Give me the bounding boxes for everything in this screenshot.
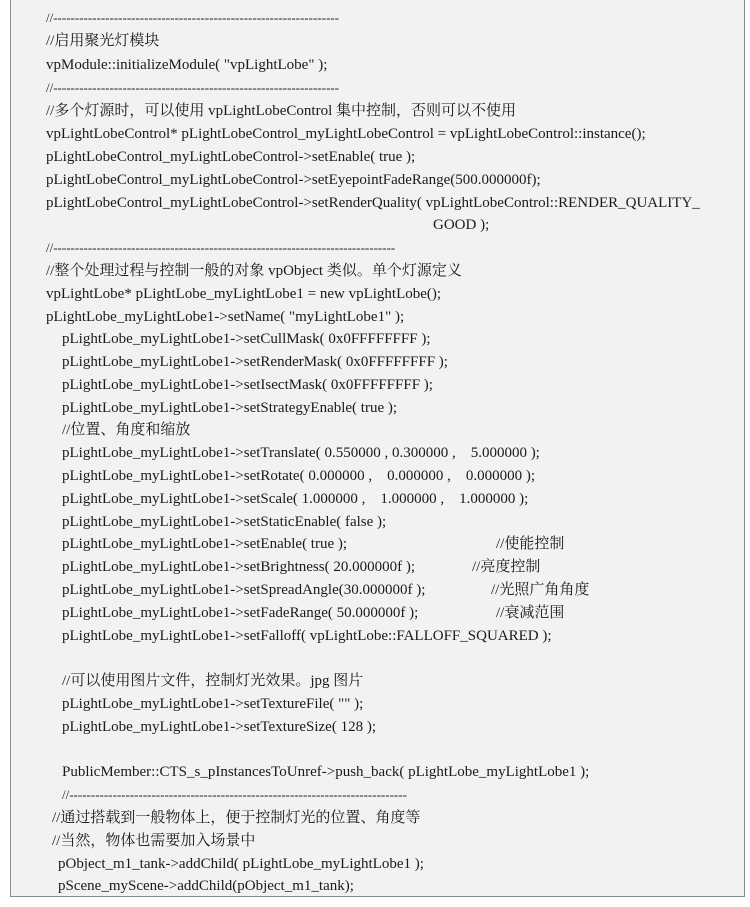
code-line: //当然，物体也需要加入场景中 [52,833,256,849]
code-line: pLightLobe_myLightLobe1->setSpreadAngle(30.000000f ); [62,582,426,598]
code-line: //------------------------------------------------------------------------------- [46,240,396,255]
code-line: vpLightLobeControl* pLightLobeControl_myLightLobeControl = vpLightLobeControl::instance(); [46,126,646,142]
code-line: pLightLobe_myLightLobe1->setFalloff( vpLightLobe::FALLOFF_SQUARED ); [62,628,552,644]
code-line: pLightLobe_myLightLobe1->setBrightness( 20.000000f ); [62,559,415,575]
code-line: pLightLobe_myLightLobe1->setIsectMask( 0x0FFFFFFFF ); [62,377,433,393]
code-line: pLightLobeControl_myLightLobeControl->setEyepointFadeRange(500.000000f); [46,172,541,188]
code-line: pLightLobeControl_myLightLobeControl->setEnable( true ); [46,149,416,165]
code-line: //位置、角度和缩放 [62,422,191,438]
code-line: pLightLobe_myLightLobe1->setRenderMask( 0x0FFFFFFFF ); [62,354,448,370]
code-line: pLightLobe_myLightLobe1->setRotate( 0.000000 , 0.000000 , 0.000000 ); [62,468,535,484]
trailing-comment: //光照广角角度 [491,582,590,598]
code-line: pLightLobe_myLightLobe1->setStrategyEnable( true ); [62,400,398,416]
code-listing [10,0,745,897]
code-line: pLightLobe_myLightLobe1->setEnable( true ); [62,536,348,552]
code-line: pLightLobe_myLightLobe1->setTextureFile( "" ); [62,696,364,712]
code-line: pLightLobeControl_myLightLobeControl->setRenderQuality( vpLightLobeControl::RENDER_QUALITY_ [46,195,700,211]
code-line: pLightLobe_myLightLobe1->setFadeRange( 50.000000f ); [62,605,419,621]
trailing-comment: //衰减范围 [496,605,565,621]
code-line: //启用聚光灯模块 [46,33,160,49]
code-line: pScene_myScene->addChild(pObject_m1_tank); [58,878,354,894]
code-line: pLightLobe_myLightLobe1->setTranslate( 0.550000 , 0.300000 , 5.000000 ); [62,445,540,461]
code-line: //------------------------------------------------------------------ [46,80,339,95]
code-line: vpModule::initializeModule( "vpLightLobe" ); [46,57,328,73]
code-line: //------------------------------------------------------------------ [46,10,339,25]
trailing-comment: //使能控制 [496,536,565,552]
code-line: vpLightLobe* pLightLobe_myLightLobe1 = new vpLightLobe(); [46,286,442,302]
code-line: //------------------------------------------------------------------------------ [62,787,407,802]
code-line: pLightLobe_myLightLobe1->setScale( 1.000000 , 1.000000 , 1.000000 ); [62,491,529,507]
code-line: pLightLobe_myLightLobe1->setTextureSize( 128 ); [62,719,376,735]
code-line: //整个处理过程与控制一般的对象 vpObject 类似。单个灯源定义 [46,263,462,279]
code-line: pLightLobe_myLightLobe1->setCullMask( 0x0FFFFFFFF ); [62,331,431,347]
code-line: //通过搭载到一般物体上，便于控制灯光的位置、角度等 [52,810,421,826]
code-line: GOOD ); [433,217,490,233]
code-line: pLightLobe_myLightLobe1->setName( "myLightLobe1" ); [46,309,405,325]
code-line: pLightLobe_myLightLobe1->setStaticEnable( false ); [62,514,387,530]
code-line: PublicMember::CTS_s_pInstancesToUnref->push_back( pLightLobe_myLightLobe1 ); [62,764,590,780]
trailing-comment: //亮度控制 [472,559,541,575]
code-line: //可以使用图片文件，控制灯光效果。jpg 图片 [62,673,364,689]
code-line: //多个灯源时，可以使用 vpLightLobeControl 集中控制，否则可以不使用 [46,103,516,119]
code-line: pObject_m1_tank->addChild( pLightLobe_myLightLobe1 ); [58,856,424,872]
